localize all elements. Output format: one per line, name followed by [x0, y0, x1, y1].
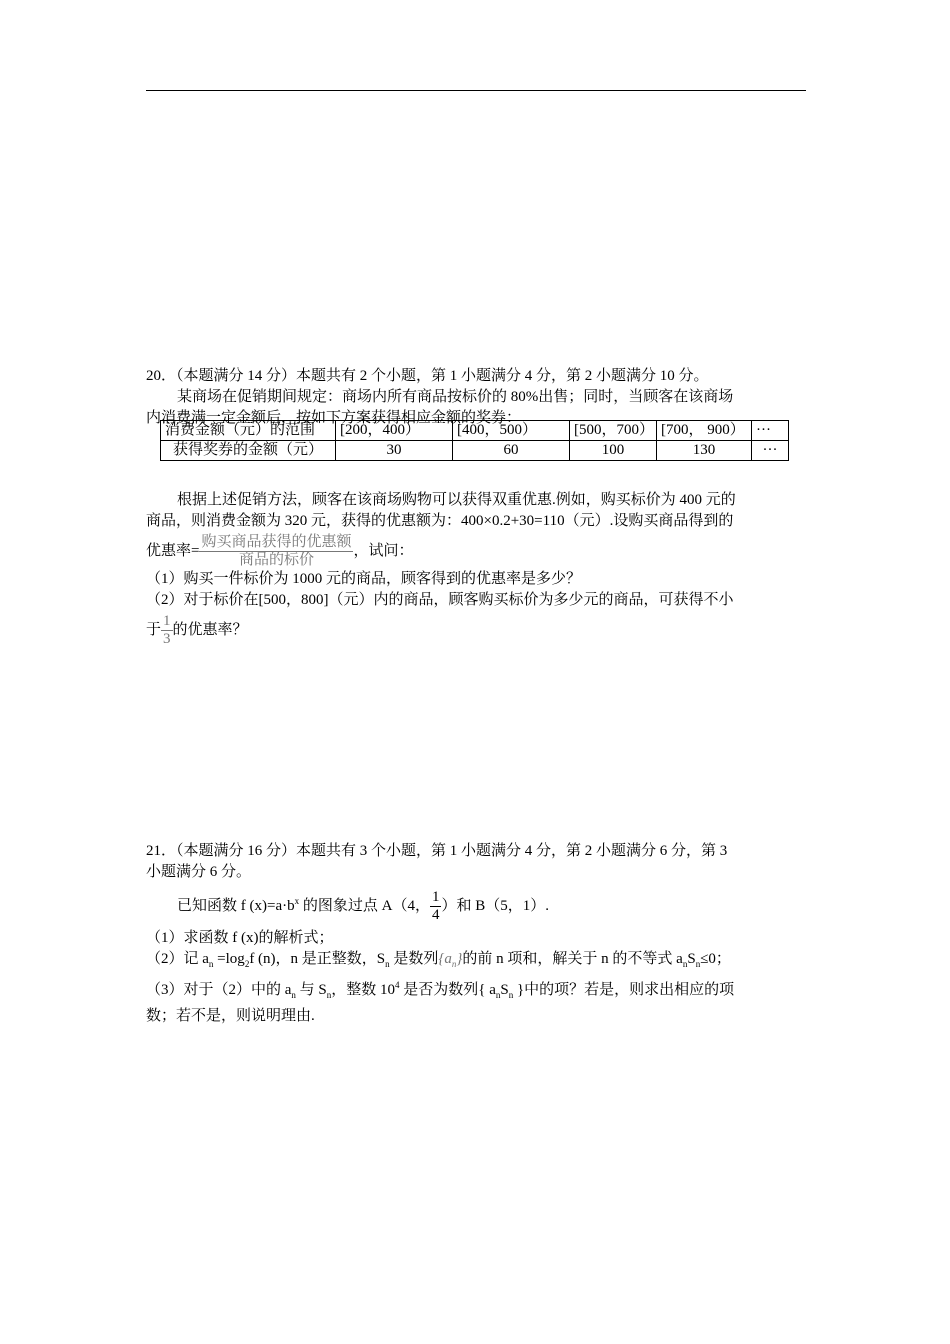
table-cell: ··· [752, 421, 789, 441]
question-21 [146, 841, 808, 1027]
q21-given [146, 889, 808, 924]
sub2-suffix: 的优惠率？ [172, 621, 248, 638]
given-suffix: ）和 B（5，1）. [441, 897, 549, 914]
q20-intro-line2: 内消费满一定金额后，按如下方案获得相应金额的奖券： [146, 410, 522, 426]
q21-header-line2: 小题满分 6 分。 [146, 864, 252, 880]
q21-sub2 [146, 949, 808, 975]
sub2-prefix: 于 [146, 621, 162, 638]
q20-rate-formula [146, 534, 808, 569]
text: {a [438, 951, 452, 967]
text: 是数列 [389, 951, 439, 967]
q20-sub1: （1）购买一件标价为 1000 元的商品，顾客得到的优惠率是多少？ [146, 571, 582, 587]
subscript: n [385, 959, 390, 969]
text: f (n)，n 是正整数，S [249, 951, 386, 967]
table-header-cell: 获得奖券的金额（元） [161, 441, 336, 461]
table-header-cell: 消费金额（元）的范围 [161, 421, 336, 441]
fraction-denominator: 4 [431, 907, 440, 923]
rate-fraction [199, 534, 353, 569]
subscript: n [451, 959, 457, 969]
header-rule [146, 90, 806, 91]
subscript: n [326, 990, 332, 1000]
subscript: n [695, 959, 701, 969]
subscript: n [291, 990, 296, 1000]
prize-table [160, 420, 789, 461]
text: （3）对于（2）中的 a [146, 982, 292, 998]
given-mid: 的图象过点 A（4， [299, 897, 430, 914]
subscript: n [208, 959, 214, 969]
q20-intro-line1: 某商场在促销期间规定：商场内所有商品按标价的 80%出售；同时，当顾客在该商场 [177, 389, 734, 405]
text: ≤0； [700, 951, 731, 967]
table-cell: [400，500） [453, 421, 570, 441]
exponent: 4 [395, 980, 400, 990]
subscript: n [508, 990, 514, 1000]
table-cell: [700， 900） [657, 421, 752, 441]
text: } [456, 951, 463, 967]
fraction-numerator: 1 [431, 889, 440, 905]
table-cell: 60 [453, 441, 570, 461]
text: 是否为数列{ a [399, 982, 496, 998]
text: 的前 n 项和，解关于 n 的不等式 a [462, 951, 683, 967]
one-quarter-fraction [430, 889, 442, 924]
text: ，整数 10 [331, 982, 396, 998]
subscript: 2 [244, 959, 250, 969]
q21-sub3 [146, 975, 808, 1006]
q20-body [146, 490, 808, 648]
q20-header: 20．（本题满分 14 分）本题共有 2 个小题，第 1 小题满分 4 分，第 2 小题满分 10 分。 [146, 368, 709, 384]
q20-sub2-cont [146, 613, 808, 648]
fraction-numerator: 1 [163, 613, 171, 629]
text: S [500, 982, 509, 998]
q21-sub1: （1）求函数 f (x)的解析式； [146, 930, 334, 946]
q21-sub3-cont: 数；若不是，则说明理由. [146, 1008, 315, 1024]
rate-numerator: 购买商品获得的优惠额 [201, 534, 352, 550]
table-cell: 100 [570, 441, 657, 461]
rate-denominator: 商品的标价 [238, 552, 314, 568]
table-cell: ··· [752, 441, 789, 461]
q20-sub2: （2）对于标价在[500，800]（元）内的商品，顾客购买标价为多少元的商品，可获得不小 [146, 592, 734, 608]
table-cell: 130 [657, 441, 752, 461]
text: }中的项？若是，则求出相应的项 [513, 982, 735, 998]
q20-para-line1: 根据上述促销方法，顾客在该商场购物可以获得双重优惠.例如，购买标价为 400 元的 [177, 492, 736, 508]
text: （2）记 a [146, 951, 209, 967]
text: =log [213, 951, 245, 967]
sequence-notation [438, 951, 462, 967]
subscript: n [495, 990, 501, 1000]
exponent: x [294, 895, 300, 906]
q21-header-line1: 21．（本题满分 16 分）本题共有 3 个小题，第 1 小题满分 4 分，第 2 小题满分 6 分，第 3 [146, 843, 728, 859]
rate-prefix: 优惠率= [146, 542, 200, 559]
text: S [687, 951, 696, 967]
rate-suffix: ，试问： [353, 542, 414, 559]
one-third-fraction [161, 613, 173, 648]
text: 与 S [295, 982, 327, 998]
table-cell: [200，400） [336, 421, 453, 441]
table-row [161, 421, 789, 441]
table-row [161, 441, 789, 461]
table-cell: [500，700） [570, 421, 657, 441]
table-cell: 30 [336, 441, 453, 461]
fraction-denominator: 3 [163, 631, 171, 647]
q20-para-line2: 商品，则消费金额为 320 元，获得的优惠额为：400×0.2+30=110（元）.设购买商品得到的 [146, 513, 734, 529]
given-prefix: 已知函数 f (x)=a·b [177, 897, 295, 914]
subscript: n [682, 959, 688, 969]
